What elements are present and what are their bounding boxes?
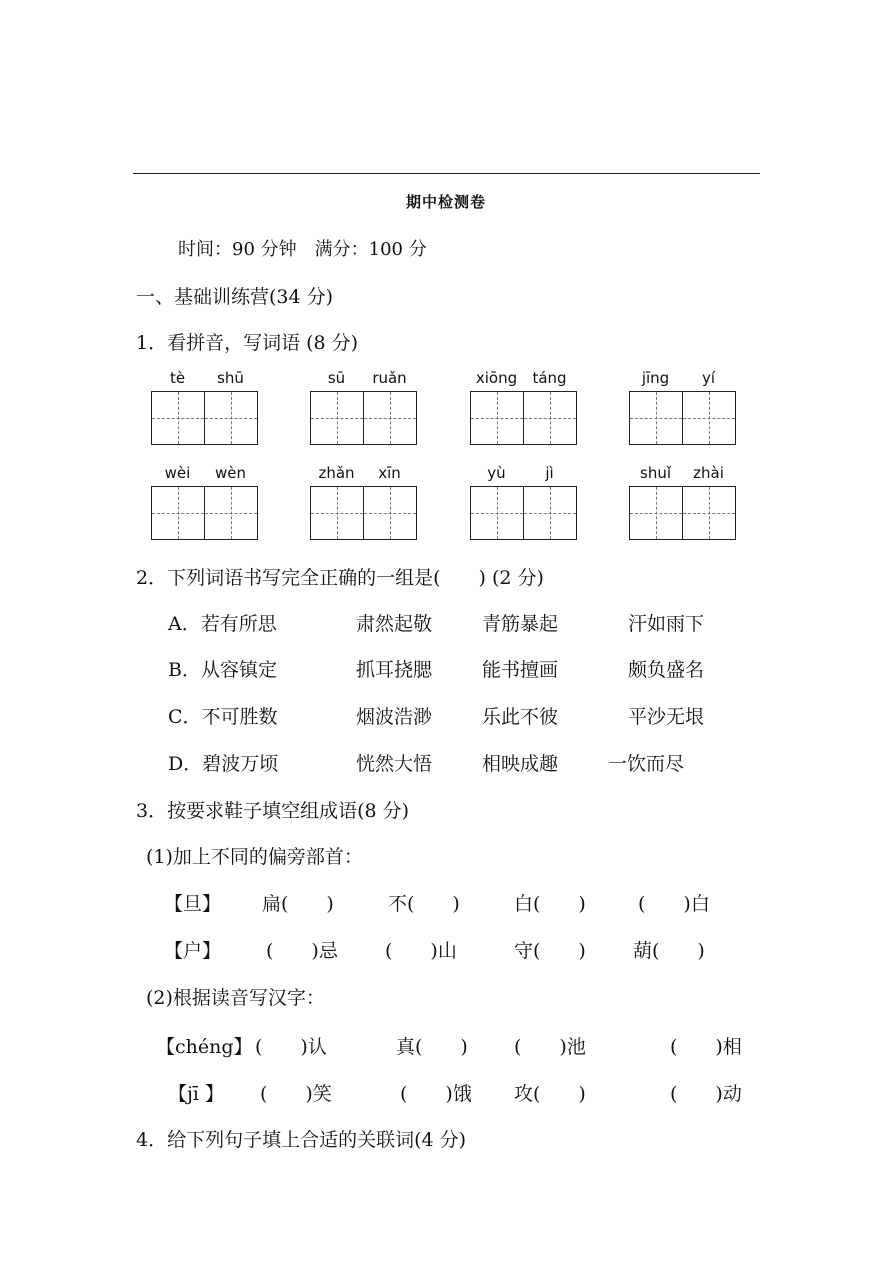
writing-cell[interactable] (523, 392, 576, 444)
writing-grid[interactable] (470, 486, 577, 540)
option-c-1: C．不可胜数 (168, 706, 278, 728)
writing-cell[interactable] (471, 487, 523, 539)
writing-cell[interactable] (471, 392, 523, 444)
pinyin-label: yí (701, 369, 716, 387)
option-a-2: 肃然起敬 (356, 613, 433, 635)
writing-cell[interactable] (363, 487, 416, 539)
pinyin-label: ruǎn (372, 369, 407, 387)
writing-grid[interactable] (470, 391, 577, 445)
blank-item: ( )笑 (260, 1083, 332, 1105)
pinyin-label: zhài (693, 464, 724, 482)
page-title: 期中检测卷 (405, 193, 486, 211)
writing-grid[interactable] (151, 391, 258, 445)
option-d-1: D．碧波万顷 (168, 753, 279, 775)
blank-item: ( )山 (385, 940, 457, 962)
question-3-title: 3．按要求鞋子填空组成语(8 分) (136, 800, 410, 822)
blank-item: ( )忌 (266, 940, 338, 962)
reading-label: 【chéng】 (156, 1036, 253, 1058)
exam-meta: 时间：90 分钟 满分：100 分 (178, 239, 427, 260)
blank-item: 守( ) (514, 940, 586, 962)
question-2-title: 2．下列词语书写完全正确的一组是( ) (2 分) (136, 567, 544, 589)
question-1-title: 1．看拼音，写词语 (8 分) (136, 332, 359, 354)
pinyin-label: xīn (378, 464, 401, 482)
writing-cell[interactable] (152, 487, 204, 539)
header-rule (133, 173, 760, 174)
blank-item: ( )认 (255, 1036, 327, 1058)
option-c-2: 烟波浩渺 (356, 706, 433, 728)
writing-cell[interactable] (204, 487, 257, 539)
writing-grid[interactable] (151, 486, 258, 540)
part-1-title: (1)加上不同的偏旁部首： (146, 846, 363, 868)
part-2-title: (2)根据读音写汉字： (146, 987, 325, 1009)
pinyin-label: yù (487, 464, 506, 482)
reading-label: 【jī 】 (168, 1083, 225, 1105)
writing-cell[interactable] (630, 487, 682, 539)
writing-cell[interactable] (523, 487, 576, 539)
option-a-4: 汗如雨下 (628, 613, 705, 635)
blank-item: ( )相 (670, 1036, 742, 1058)
option-b-2: 抓耳挠腮 (356, 659, 433, 681)
pinyin-label: sū (327, 369, 346, 387)
blank-item: 葫( ) (633, 940, 705, 962)
pinyin-label: wèi (164, 464, 191, 482)
writing-cell[interactable] (630, 392, 682, 444)
blank-item: 攻( ) (514, 1083, 586, 1105)
option-b-4: 颇负盛名 (628, 659, 705, 681)
writing-cell[interactable] (311, 487, 363, 539)
radical-label: 【户】 (164, 940, 222, 962)
blank-item: ( )动 (670, 1083, 742, 1105)
option-c-4: 平沙无垠 (628, 706, 705, 728)
writing-cell[interactable] (682, 487, 735, 539)
option-d-2: 恍然大悟 (356, 753, 433, 775)
pinyin-label: zhǎn (318, 464, 355, 482)
blank-item: 真( ) (396, 1036, 468, 1058)
section-title: 一、基础训练营(34 分) (136, 286, 334, 308)
pinyin-label: wèn (214, 464, 246, 482)
writing-cell[interactable] (204, 392, 257, 444)
option-b-3: 能书擅画 (482, 659, 559, 681)
blank-item: 扁( ) (262, 893, 334, 915)
blank-item: ( )饿 (400, 1083, 472, 1105)
pinyin-label: xiōng (475, 369, 518, 387)
option-d-3: 相映成趣 (482, 753, 559, 775)
writing-cell[interactable] (682, 392, 735, 444)
option-a-3: 青筋暴起 (482, 613, 559, 635)
blank-item: 不( ) (388, 893, 460, 915)
option-c-3: 乐此不彼 (482, 706, 559, 728)
pinyin-label: táng (532, 369, 567, 387)
writing-cell[interactable] (311, 392, 363, 444)
blank-item: ( )白 (638, 893, 710, 915)
option-a-1: A．若有所思 (168, 613, 277, 635)
writing-grid[interactable] (629, 486, 736, 540)
pinyin-label: jīng (641, 369, 670, 387)
question-4-title: 4．给下列句子填上合适的关联词(4 分) (136, 1129, 467, 1151)
option-d-4: 一饮而尽 (608, 753, 685, 775)
writing-cell[interactable] (363, 392, 416, 444)
writing-grid[interactable] (310, 391, 417, 445)
pinyin-label: shuǐ (640, 464, 671, 482)
writing-cell[interactable] (152, 392, 204, 444)
writing-grid[interactable] (310, 486, 417, 540)
radical-label: 【旦】 (164, 893, 222, 915)
pinyin-label: tè (169, 369, 186, 387)
blank-item: 白( ) (514, 893, 586, 915)
writing-grid[interactable] (629, 391, 736, 445)
pinyin-label: jì (545, 464, 554, 482)
option-b-1: B．从容镇定 (168, 659, 277, 681)
pinyin-label: shū (217, 369, 244, 387)
blank-item: ( )池 (514, 1036, 586, 1058)
